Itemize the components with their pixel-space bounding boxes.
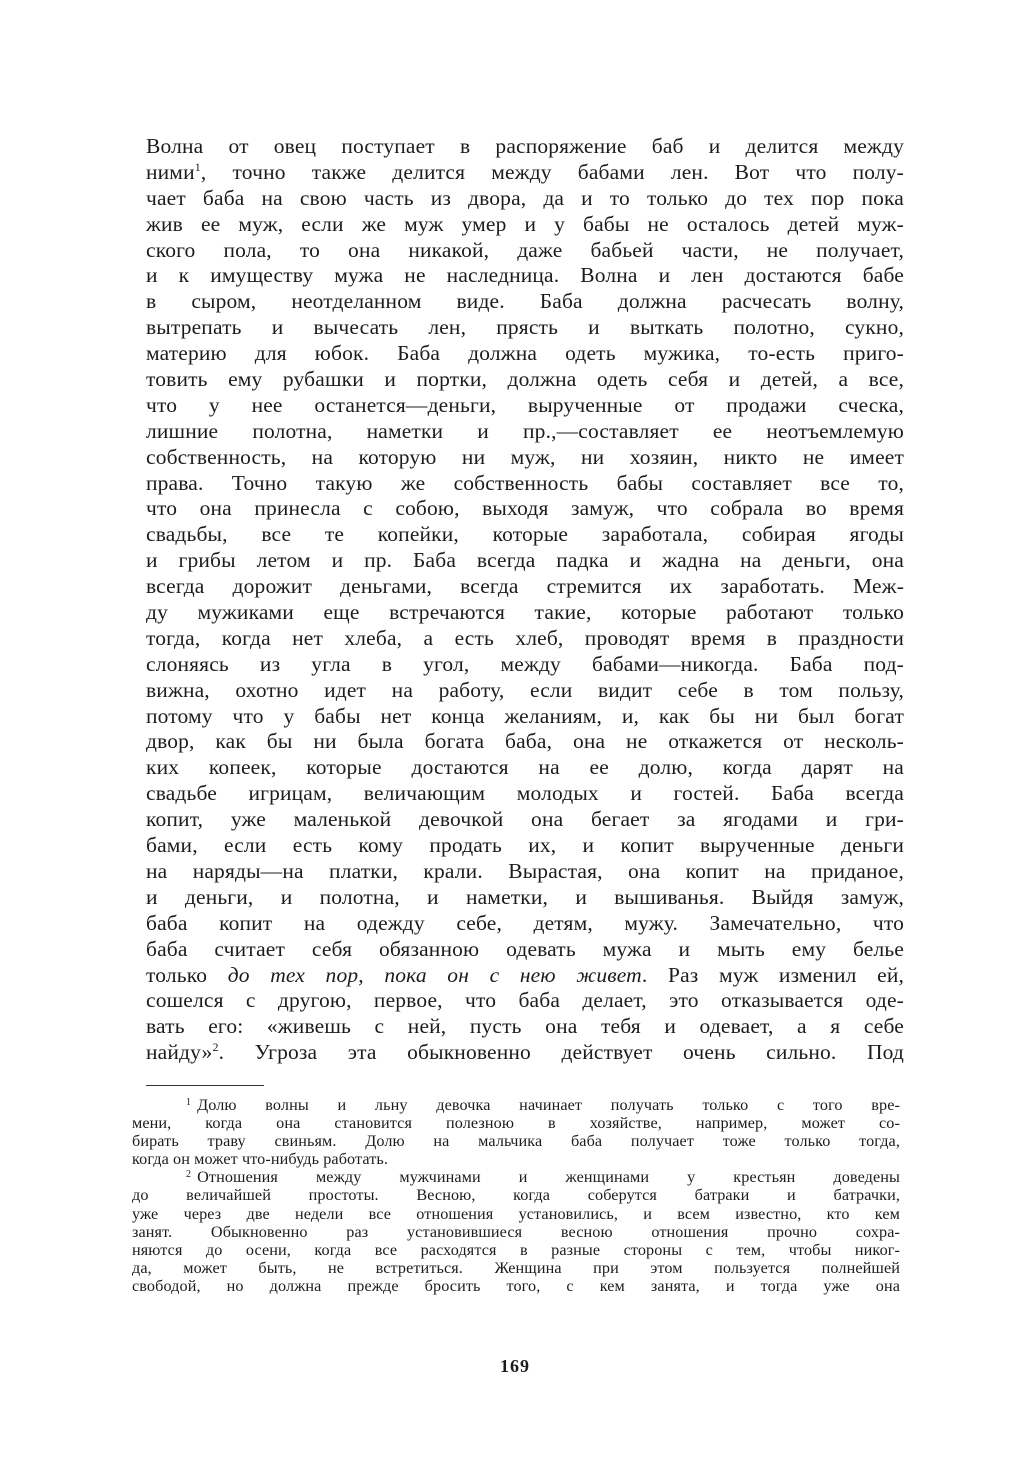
footnote-divider — [146, 1085, 264, 1086]
main-body-text — [146, 134, 904, 1066]
text-line: чает баба на свою часть из двора, да и то только до тех пор пока — [146, 185, 904, 210]
text-line: жив ее муж, если же муж умер и у бабы не осталось детей муж- — [146, 211, 904, 236]
text-line: сошелся с другою, первое, что баба делает, это отказывается оде- — [146, 988, 904, 1013]
footnotes — [132, 1096, 900, 1295]
text-line: что она принесла с собою, выходя замуж, что собрала во время — [146, 496, 904, 521]
footnote-2-line: свободой, но должна прежде бросить того, с кем занята, и тогда уже она — [132, 1276, 900, 1295]
text-line: только до тех пор, пока он с нею живет. Раз муж изменил ей, — [146, 962, 904, 987]
footnote-2-line: до величайшей простоты. Весною, когда соберутся батраки и батрачки, — [132, 1186, 900, 1205]
text-line: материю для юбок. Баба должна одеть мужика, то-есть приго- — [146, 341, 904, 366]
text-line: собственность, на которую ни муж, ни хозяин, никто не имеет — [146, 444, 904, 469]
footnote-2-line: $^2$ Отношения между мужчинами и женщинами у крестьян доведены — [186, 1168, 900, 1187]
text-line: вижна, охотно идет на работу, если видит себе в том пользу, — [146, 677, 904, 702]
text-line: бами, если есть кому продать их, и копит вырученные деньги — [146, 833, 904, 858]
text-line: товить ему рубашки и портки, должна одеть себя и детей, а все, — [146, 367, 904, 392]
text-line: ду мужиками еще встречаются такие, которые работают только — [146, 600, 904, 625]
footnote-1-line: когда он может что-нибудь работать. — [132, 1150, 389, 1169]
text-line: двор, как бы ни была богата баба, она не откажется от несколь- — [146, 729, 904, 754]
footnote-2-mark: 2 — [186, 1169, 192, 1181]
text-line: всегда дорожит деньгами, всегда стремится их заработать. Меж- — [146, 574, 904, 599]
footnote-2-line: уже через две недели все отношения установились, и всем известно, кто кем — [132, 1204, 900, 1223]
text-line: и грибы летом и пр. Баба всегда падка и жадна на деньги, она — [146, 548, 904, 573]
footnote-1-mark: 1 — [186, 1097, 192, 1108]
text-line: баба копит на одежду себе, детям, мужу. Замечательно, что — [146, 910, 904, 935]
text-line: в сыром, неотделанном виде. Баба должна расчесать волну, — [146, 289, 904, 314]
text-line: тогда, когда нет хлеба, а есть хлеб, проводят время в праздности — [146, 625, 904, 650]
text-line: лишние полотна, наметки и пр.,—составляет ее неотъемлемую — [146, 418, 904, 443]
text-line: ними$^1$, точно также делится между бабами лен. Вот что полу- — [146, 159, 904, 184]
text-line: ких копеек, которые достаются на ее долю, когда дарят на — [146, 755, 904, 780]
footnote-2-line: да, может быть, не встретиться. Женщина при этом пользуется полнейшей — [132, 1258, 900, 1277]
footnote-2-line: няются до осени, когда все расходятся в разные стороны с тем, чтобы никог- — [132, 1240, 900, 1259]
text-line: свадьбы, все те копейки, которые заработала, собирая ягоды — [146, 522, 904, 547]
text-line: вать его: «живешь с ней, пусть она тебя и одевает, а я себе — [146, 1014, 904, 1039]
text-line: потому что у бабы нет конца желаниям, и, как бы ни был богат — [146, 703, 904, 728]
footnote-2-line: занят. Обыкновенно раз установившиеся весною отношения прочно сохра- — [132, 1222, 900, 1241]
page-number: 169 — [500, 1356, 530, 1376]
text-line: на наряды—на платки, крали. Вырастая, она копит на приданое, — [146, 858, 904, 883]
text-line: Волна от овец поступает в распоряжение баб и делится между — [146, 134, 904, 158]
text-line: и деньги, и полотна, и наметки, и вышиванья. Выйдя замуж, — [146, 884, 904, 909]
text-line: копит, уже маленькой девочкой она бегает за ягодами и гри- — [146, 807, 904, 832]
text-line: баба считает себя обязанною одевать мужа и мыть ему белье — [146, 936, 904, 961]
text-line: свадьбе игрицам, величающим молодых и гостей. Баба всегда — [146, 781, 904, 806]
text-line: вытрепать и вычесать лен, прясть и выткать полотно, сукно, — [146, 315, 904, 340]
footnote-ref-2: 2 — [212, 1040, 219, 1055]
text-line: и к имуществу мужа не наследница. Волна и лен достаются бабе — [146, 263, 904, 288]
footnote-ref-1: 1 — [194, 159, 201, 174]
footnote-1-line: $^1$ Долю волны и льну девочка начинает получать только с того вре- — [186, 1096, 900, 1114]
text-line: что у нее останется—деньги, вырученные от продажи сческа, — [146, 392, 904, 417]
footnote-1-line: мени, когда она становится полезною в хозяйстве, например, может со- — [132, 1114, 900, 1133]
text-line: права. Точно такую же собственность бабы составляет все то, — [146, 470, 904, 495]
text-line: слоняясь из угла в угол, между бабами—никогда. Баба под- — [146, 651, 904, 676]
text-line: ского пола, то она никакой, даже бабьей части, не получает, — [146, 237, 904, 262]
emphasis-text: до тех пор, пока он с нею живет — [227, 962, 642, 987]
footnote-1-line: бирать траву свиньям. Долю на мальчика баба получает тоже только тогда, — [132, 1132, 900, 1151]
text-line: найду»$^2$. Угроза эта обыкновенно действует очень сильно. Под — [146, 1040, 904, 1065]
